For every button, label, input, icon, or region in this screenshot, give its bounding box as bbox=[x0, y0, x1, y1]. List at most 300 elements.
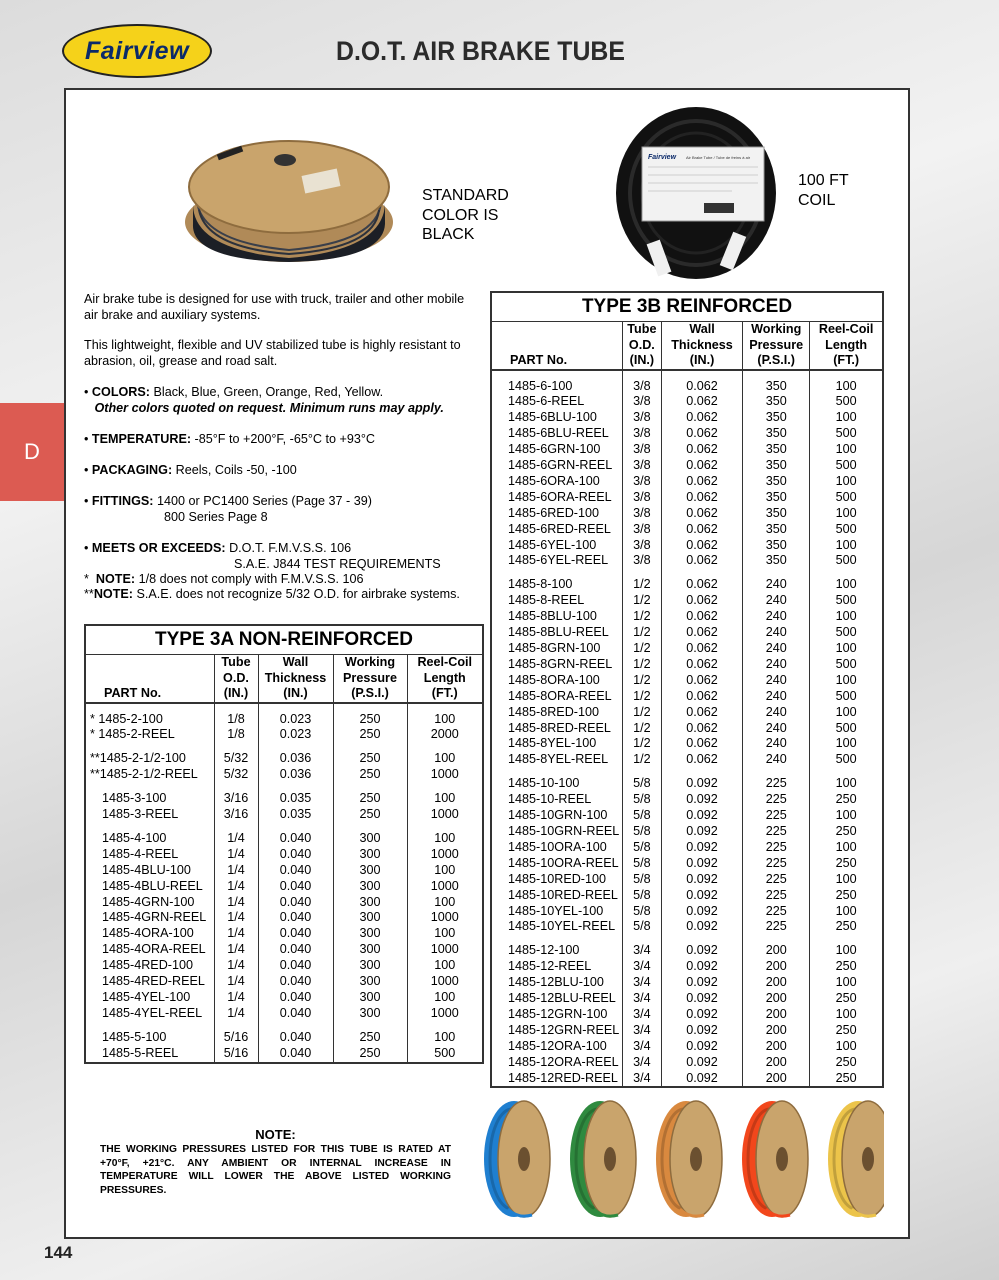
col-wall-thickness bbox=[661, 322, 742, 370]
wall-thickness-cell: 0.062 bbox=[661, 553, 742, 569]
length-cell: 500 bbox=[810, 426, 883, 442]
table-row bbox=[491, 593, 883, 609]
table-row bbox=[85, 1046, 483, 1063]
part-no-cell: 1485-12-100 bbox=[508, 943, 580, 958]
part-no-cell: 1485-4YEL-100 bbox=[102, 990, 191, 1004]
tube-od-cell: 5/8 bbox=[622, 776, 661, 792]
tube-od-cell: 1/8 bbox=[214, 712, 258, 728]
part-no-cell: 1485-6ORA-100 bbox=[508, 473, 600, 488]
table-body bbox=[85, 703, 483, 1063]
part-no-cell: 1485-10ORA-REEL bbox=[508, 855, 619, 870]
length-cell: 1000 bbox=[407, 942, 483, 958]
tube-od-cell: 3/8 bbox=[622, 538, 661, 554]
spacer-cell bbox=[407, 783, 483, 791]
table-row bbox=[491, 577, 883, 593]
colored-reels-image bbox=[484, 1097, 884, 1221]
table-row bbox=[491, 553, 883, 569]
hdr-line: (FT.) bbox=[431, 686, 458, 700]
length-cell: 100 bbox=[810, 474, 883, 490]
caption-line: STANDARD bbox=[422, 187, 509, 204]
part-no-cell: 1485-5-100 bbox=[102, 1029, 167, 1044]
tube-od-cell: 1/2 bbox=[622, 577, 661, 593]
working-pressure-cell: 350 bbox=[743, 394, 810, 410]
wall-thickness-cell: 0.092 bbox=[661, 904, 742, 920]
tube-od-cell: 3/8 bbox=[622, 553, 661, 569]
table-row bbox=[491, 975, 883, 991]
wall-thickness-cell: 0.092 bbox=[661, 792, 742, 808]
table-title: TYPE 3B REINFORCED bbox=[491, 292, 883, 322]
part-no-cell: 1485-10GRN-REEL bbox=[508, 823, 620, 838]
working-pressure-cell: 225 bbox=[743, 776, 810, 792]
spacer-cell bbox=[85, 783, 214, 791]
table-row bbox=[85, 1030, 483, 1046]
working-pressure-cell: 250 bbox=[333, 791, 407, 807]
hdr-line: (IN.) bbox=[689, 353, 715, 367]
part-no-cell: 1485-6-REEL bbox=[508, 394, 585, 409]
length-cell: 100 bbox=[810, 506, 883, 522]
wall-thickness-cell: 0.040 bbox=[258, 926, 333, 942]
working-pressure-cell: 350 bbox=[743, 506, 810, 522]
table-row bbox=[491, 1055, 883, 1071]
wall-thickness-cell: 0.040 bbox=[258, 1006, 333, 1022]
wall-thickness-cell: 0.092 bbox=[661, 888, 742, 904]
working-pressure-cell: 350 bbox=[743, 490, 810, 506]
working-pressure-cell: 200 bbox=[743, 1023, 810, 1039]
wall-thickness-cell: 0.062 bbox=[661, 577, 742, 593]
hdr-line: Thickness bbox=[671, 337, 733, 352]
tube-od-cell: 1/2 bbox=[622, 736, 661, 752]
tube-od-cell: 1/4 bbox=[214, 958, 258, 974]
part-no-cell: 1485-4ORA-REEL bbox=[102, 942, 206, 957]
table-row bbox=[491, 474, 883, 490]
working-pressure-cell: 300 bbox=[333, 974, 407, 990]
hdr-line: (IN.) bbox=[629, 353, 655, 367]
table-row bbox=[491, 609, 883, 625]
spacer-cell bbox=[491, 370, 622, 379]
spacer-cell bbox=[85, 743, 214, 751]
part-no-cell: 1485-8YEL-REEL bbox=[508, 752, 609, 767]
spacer-cell bbox=[85, 823, 214, 831]
wall-thickness-cell: 0.092 bbox=[661, 1071, 742, 1088]
working-pressure-cell: 300 bbox=[333, 879, 407, 895]
length-cell: 100 bbox=[810, 872, 883, 888]
group-spacer bbox=[85, 743, 483, 751]
spacer-cell bbox=[407, 703, 483, 712]
hdr-line: (FT.) bbox=[833, 353, 860, 367]
tube-od-cell: 3/16 bbox=[214, 807, 258, 823]
black-spool-image bbox=[183, 132, 395, 264]
spacer-cell bbox=[491, 569, 622, 577]
working-pressure-cell: 225 bbox=[743, 919, 810, 935]
hdr-line: Pressure bbox=[749, 337, 804, 352]
working-pressure-cell: 250 bbox=[333, 727, 407, 743]
wall-thickness-cell: 0.062 bbox=[661, 625, 742, 641]
part-no-cell: 1485-4RED-REEL bbox=[102, 974, 205, 989]
working-pressure-cell: 350 bbox=[743, 522, 810, 538]
hdr-line: Length bbox=[423, 670, 466, 685]
table-header-row bbox=[491, 322, 883, 370]
reel-3 bbox=[656, 1101, 722, 1217]
spacer-cell bbox=[214, 1022, 258, 1030]
part-no-cell: 1485-6BLU-REEL bbox=[508, 426, 609, 441]
length-cell: 100 bbox=[810, 609, 883, 625]
tube-od-cell: 1/4 bbox=[214, 910, 258, 926]
length-cell: 250 bbox=[810, 1023, 883, 1039]
length-cell: 100 bbox=[407, 990, 483, 1006]
wall-thickness-cell: 0.092 bbox=[661, 840, 742, 856]
part-no-cell: 1485-8GRN-REEL bbox=[508, 656, 613, 671]
working-pressure-cell: 350 bbox=[743, 474, 810, 490]
part-no-cell: 1485-6RED-100 bbox=[508, 505, 600, 520]
length-cell: 100 bbox=[810, 776, 883, 792]
standard-color-caption bbox=[422, 186, 509, 245]
length-cell: 1000 bbox=[407, 767, 483, 783]
tube-od-cell: 1/8 bbox=[214, 727, 258, 743]
spacer-cell bbox=[258, 743, 333, 751]
table-row bbox=[491, 736, 883, 752]
working-pressure-cell: 350 bbox=[743, 458, 810, 474]
working-pressure-cell: 300 bbox=[333, 831, 407, 847]
working-pressure-cell: 225 bbox=[743, 840, 810, 856]
tube-od-cell: 1/2 bbox=[622, 641, 661, 657]
working-pressure-cell: 200 bbox=[743, 959, 810, 975]
table-row bbox=[491, 792, 883, 808]
working-pressure-cell: 300 bbox=[333, 958, 407, 974]
part-no-cell: **1485-2-1/2-100 bbox=[90, 751, 186, 766]
tube-od-cell: 1/2 bbox=[622, 609, 661, 625]
wall-thickness-cell: 0.023 bbox=[258, 712, 333, 728]
coil-label-text: Air Brake Tube / Tube de freins à air bbox=[686, 155, 751, 160]
part-no-cell: 1485-10RED-REEL bbox=[508, 887, 618, 902]
tube-od-cell: 3/8 bbox=[622, 506, 661, 522]
table-row bbox=[491, 490, 883, 506]
length-cell: 100 bbox=[810, 577, 883, 593]
part-no-cell: 1485-6RED-REEL bbox=[508, 521, 611, 536]
part-no-cell: 1485-6ORA-REEL bbox=[508, 489, 612, 504]
part-no-cell: 1485-8RED-REEL bbox=[508, 720, 611, 735]
length-cell: 250 bbox=[810, 792, 883, 808]
colors-note: Other colors quoted on request. Minimum runs may apply. bbox=[94, 401, 444, 415]
table-row bbox=[491, 943, 883, 959]
length-cell: 1000 bbox=[407, 807, 483, 823]
length-cell: 250 bbox=[810, 824, 883, 840]
col-part-no: PART No. bbox=[510, 353, 568, 367]
spacer-cell bbox=[661, 370, 742, 379]
wall-thickness-cell: 0.023 bbox=[258, 727, 333, 743]
length-cell: 500 bbox=[810, 625, 883, 641]
tube-od-cell: 5/32 bbox=[214, 751, 258, 767]
spacer-cell bbox=[214, 703, 258, 712]
wall-thickness-cell: 0.040 bbox=[258, 879, 333, 895]
working-pressure-cell: 225 bbox=[743, 792, 810, 808]
length-cell: 100 bbox=[810, 808, 883, 824]
note-2-value: S.A.E. does not recognize 5/32 O.D. for airbrake systems. bbox=[133, 587, 460, 601]
working-pressure-cell: 300 bbox=[333, 926, 407, 942]
table-row bbox=[491, 1023, 883, 1039]
table-row bbox=[491, 506, 883, 522]
working-pressure-cell: 225 bbox=[743, 856, 810, 872]
table-row bbox=[491, 426, 883, 442]
working-pressure-cell: 300 bbox=[333, 990, 407, 1006]
hdr-line: Reel-Coil bbox=[818, 322, 874, 336]
spacer-cell bbox=[258, 703, 333, 712]
length-cell: 500 bbox=[810, 490, 883, 506]
length-cell: 500 bbox=[810, 721, 883, 737]
part-no-cell: 1485-8-REEL bbox=[508, 593, 585, 608]
length-cell: 100 bbox=[810, 840, 883, 856]
working-pressure-cell: 300 bbox=[333, 863, 407, 879]
wall-thickness-cell: 0.062 bbox=[661, 474, 742, 490]
length-cell: 100 bbox=[810, 943, 883, 959]
working-pressure-cell: 240 bbox=[743, 752, 810, 768]
working-pressure-cell: 300 bbox=[333, 942, 407, 958]
group-spacer bbox=[491, 370, 883, 379]
length-cell: 1000 bbox=[407, 1006, 483, 1022]
hdr-line: Pressure bbox=[343, 670, 397, 685]
note-1-label: NOTE: bbox=[95, 572, 136, 586]
colors-value: Black, Blue, Green, Orange, Red, Yellow. bbox=[150, 385, 384, 399]
table-row bbox=[491, 840, 883, 856]
working-pressure-cell: 225 bbox=[743, 904, 810, 920]
hdr-line: (IN.) bbox=[283, 686, 308, 700]
fittings-value-2: 800 Series Page 8 bbox=[164, 510, 268, 524]
part-no-cell: 1485-12ORA-100 bbox=[508, 1038, 607, 1053]
tube-od-cell: 1/2 bbox=[622, 721, 661, 737]
part-no-cell: 1485-10YEL-REEL bbox=[508, 919, 616, 934]
working-pressure-cell: 240 bbox=[743, 705, 810, 721]
spacer-cell bbox=[743, 935, 810, 943]
tube-od-cell: 3/4 bbox=[622, 991, 661, 1007]
wall-thickness-cell: 0.040 bbox=[258, 1030, 333, 1046]
part-no-cell: 1485-6GRN-REEL bbox=[508, 458, 613, 473]
part-no-cell: 1485-6YEL-100 bbox=[508, 537, 597, 552]
note-1: * NOTE: 1/8 does not comply with F.M.V.S.S. 106 bbox=[84, 572, 364, 586]
table-row bbox=[491, 1007, 883, 1023]
spacer-cell bbox=[810, 370, 883, 379]
wall-thickness-cell: 0.062 bbox=[661, 609, 742, 625]
tube-od-cell: 3/4 bbox=[622, 959, 661, 975]
tube-od-cell: 3/4 bbox=[622, 943, 661, 959]
wall-thickness-cell: 0.062 bbox=[661, 490, 742, 506]
reel-5 bbox=[828, 1101, 884, 1217]
table-row bbox=[85, 727, 483, 743]
tube-od-cell: 5/8 bbox=[622, 808, 661, 824]
part-no-cell: 1485-8ORA-100 bbox=[508, 672, 600, 687]
working-pressure-cell: 240 bbox=[743, 657, 810, 673]
table-row bbox=[85, 895, 483, 911]
col-working-pressure bbox=[333, 655, 407, 703]
spacer-cell bbox=[333, 783, 407, 791]
spacer-cell bbox=[258, 823, 333, 831]
part-no-cell: 1485-4BLU-REEL bbox=[102, 878, 203, 893]
caption-line: 100 FT bbox=[798, 172, 849, 189]
fairview-logo[interactable] bbox=[62, 24, 212, 78]
working-pressure-cell: 240 bbox=[743, 689, 810, 705]
wall-thickness-cell: 0.092 bbox=[661, 824, 742, 840]
tube-od-cell: 3/4 bbox=[622, 1055, 661, 1071]
group-spacer bbox=[491, 768, 883, 776]
spacer-cell bbox=[810, 935, 883, 943]
spacer-cell bbox=[810, 569, 883, 577]
spacer-cell bbox=[622, 935, 661, 943]
length-cell: 100 bbox=[810, 975, 883, 991]
wall-thickness-cell: 0.092 bbox=[661, 991, 742, 1007]
table-row bbox=[491, 872, 883, 888]
wall-thickness-cell: 0.092 bbox=[661, 919, 742, 935]
wall-thickness-cell: 0.092 bbox=[661, 872, 742, 888]
length-cell: 100 bbox=[407, 1030, 483, 1046]
note-2-label: NOTE: bbox=[93, 587, 133, 601]
table-row bbox=[491, 721, 883, 737]
wall-thickness-cell: 0.092 bbox=[661, 856, 742, 872]
tube-od-cell: 3/4 bbox=[622, 1039, 661, 1055]
wall-thickness-cell: 0.040 bbox=[258, 910, 333, 926]
table-row bbox=[491, 904, 883, 920]
wall-thickness-cell: 0.062 bbox=[661, 705, 742, 721]
tube-od-cell: 5/8 bbox=[622, 919, 661, 935]
table-header-row bbox=[85, 655, 483, 703]
part-no-cell: 1485-4-100 bbox=[102, 830, 167, 845]
table-row bbox=[491, 522, 883, 538]
type-3a-table bbox=[84, 624, 484, 1064]
wall-thickness-cell: 0.062 bbox=[661, 506, 742, 522]
tube-od-cell: 3/16 bbox=[214, 791, 258, 807]
part-no-cell: 1485-6GRN-100 bbox=[508, 442, 601, 457]
part-no-cell: 1485-5-REEL bbox=[102, 1045, 179, 1060]
table-row bbox=[85, 990, 483, 1006]
table-row bbox=[491, 856, 883, 872]
tube-od-cell: 5/8 bbox=[622, 792, 661, 808]
tube-od-cell: 5/16 bbox=[214, 1030, 258, 1046]
packaging-label: PACKAGING: bbox=[91, 463, 173, 477]
length-cell: 100 bbox=[407, 958, 483, 974]
wall-thickness-cell: 0.092 bbox=[661, 959, 742, 975]
working-pressure-cell: 240 bbox=[743, 736, 810, 752]
coil-image bbox=[612, 103, 780, 281]
length-cell: 250 bbox=[810, 919, 883, 935]
wall-thickness-cell: 0.036 bbox=[258, 751, 333, 767]
col-working-pressure bbox=[743, 322, 810, 370]
table-body bbox=[491, 370, 883, 1088]
caption-line: COIL bbox=[798, 191, 836, 209]
wall-thickness-cell: 0.040 bbox=[258, 974, 333, 990]
length-cell: 100 bbox=[407, 791, 483, 807]
working-pressure-cell: 240 bbox=[743, 641, 810, 657]
tube-od-cell: 1/2 bbox=[622, 752, 661, 768]
part-no-cell: 1485-12RED-REEL bbox=[508, 1070, 618, 1085]
table-row bbox=[491, 379, 883, 395]
hdr-line: (P.S.I.) bbox=[351, 686, 389, 700]
length-cell: 500 bbox=[810, 752, 883, 768]
part-no-cell: 1485-10RED-100 bbox=[508, 871, 607, 886]
wall-thickness-cell: 0.062 bbox=[661, 752, 742, 768]
length-cell: 500 bbox=[810, 522, 883, 538]
spacer-cell bbox=[743, 768, 810, 776]
tube-od-cell: 3/4 bbox=[622, 1071, 661, 1088]
reel-1 bbox=[484, 1101, 550, 1217]
wall-thickness-cell: 0.062 bbox=[661, 522, 742, 538]
tube-od-cell: 1/4 bbox=[214, 990, 258, 1006]
spacer-cell bbox=[333, 1022, 407, 1030]
group-spacer bbox=[85, 703, 483, 712]
spacer-cell bbox=[622, 569, 661, 577]
group-spacer bbox=[491, 935, 883, 943]
tube-od-cell: 1/4 bbox=[214, 1006, 258, 1022]
wall-thickness-cell: 0.062 bbox=[661, 394, 742, 410]
spacer-cell bbox=[743, 569, 810, 577]
col-reel-coil-length bbox=[407, 655, 483, 703]
spacer-cell bbox=[333, 703, 407, 712]
table-row bbox=[491, 1071, 883, 1088]
wall-thickness-cell: 0.062 bbox=[661, 426, 742, 442]
part-no-cell: 1485-8BLU-REEL bbox=[508, 625, 609, 640]
col-tube-od bbox=[214, 655, 258, 703]
hdr-line: Reel-Coil bbox=[417, 655, 473, 669]
group-spacer bbox=[85, 823, 483, 831]
length-cell: 500 bbox=[810, 689, 883, 705]
length-cell: 1000 bbox=[407, 879, 483, 895]
length-cell: 100 bbox=[407, 926, 483, 942]
tube-od-cell: 5/32 bbox=[214, 767, 258, 783]
length-cell: 1000 bbox=[407, 847, 483, 863]
part-no-cell: 1485-8YEL-100 bbox=[508, 736, 597, 751]
part-no-cell: 1485-10-100 bbox=[508, 776, 580, 791]
part-no-cell: **1485-2-1/2-REEL bbox=[90, 767, 198, 782]
tube-od-cell: 1/4 bbox=[214, 926, 258, 942]
wall-thickness-cell: 0.040 bbox=[258, 1046, 333, 1063]
working-pressure-cell: 350 bbox=[743, 538, 810, 554]
tube-od-cell: 5/16 bbox=[214, 1046, 258, 1063]
section-tab[interactable]: D bbox=[0, 403, 64, 501]
wall-thickness-cell: 0.062 bbox=[661, 410, 742, 426]
tube-od-cell: 1/4 bbox=[214, 831, 258, 847]
part-no-cell: 1485-12GRN-REEL bbox=[508, 1022, 620, 1037]
table-row bbox=[85, 712, 483, 728]
tube-od-cell: 1/2 bbox=[622, 673, 661, 689]
tube-od-cell: 3/8 bbox=[622, 379, 661, 395]
tube-od-cell: 5/8 bbox=[622, 840, 661, 856]
working-pressure-cell: 200 bbox=[743, 975, 810, 991]
page-header bbox=[0, 0, 999, 88]
part-no-cell: 1485-3-100 bbox=[102, 791, 167, 806]
working-pressure-cell: 250 bbox=[333, 767, 407, 783]
wall-thickness-cell: 0.062 bbox=[661, 736, 742, 752]
table-row bbox=[491, 991, 883, 1007]
part-no-cell: 1485-10ORA-100 bbox=[508, 839, 607, 854]
spacer-cell bbox=[214, 743, 258, 751]
tube-od-cell: 1/2 bbox=[622, 593, 661, 609]
length-cell: 250 bbox=[810, 991, 883, 1007]
working-pressure-cell: 350 bbox=[743, 379, 810, 395]
wall-thickness-cell: 0.092 bbox=[661, 943, 742, 959]
packaging-value: Reels, Coils -50, -100 bbox=[172, 463, 297, 477]
working-pressure-cell: 240 bbox=[743, 609, 810, 625]
part-no-cell: 1485-4ORA-100 bbox=[102, 926, 194, 941]
spacer-cell bbox=[622, 768, 661, 776]
table-row bbox=[491, 776, 883, 792]
length-cell: 100 bbox=[407, 895, 483, 911]
reel-4 bbox=[742, 1101, 808, 1217]
length-cell: 1000 bbox=[407, 910, 483, 926]
tube-od-cell: 1/4 bbox=[214, 942, 258, 958]
meets-label: MEETS OR EXCEEDS: bbox=[91, 541, 226, 555]
tube-od-cell: 3/4 bbox=[622, 1007, 661, 1023]
col-part-no: PART No. bbox=[104, 686, 162, 700]
part-no-cell: 1485-8-100 bbox=[508, 577, 573, 592]
tube-od-cell: 1/4 bbox=[214, 895, 258, 911]
hdr-line: Working bbox=[751, 322, 802, 336]
hdr-line: Working bbox=[344, 655, 396, 669]
